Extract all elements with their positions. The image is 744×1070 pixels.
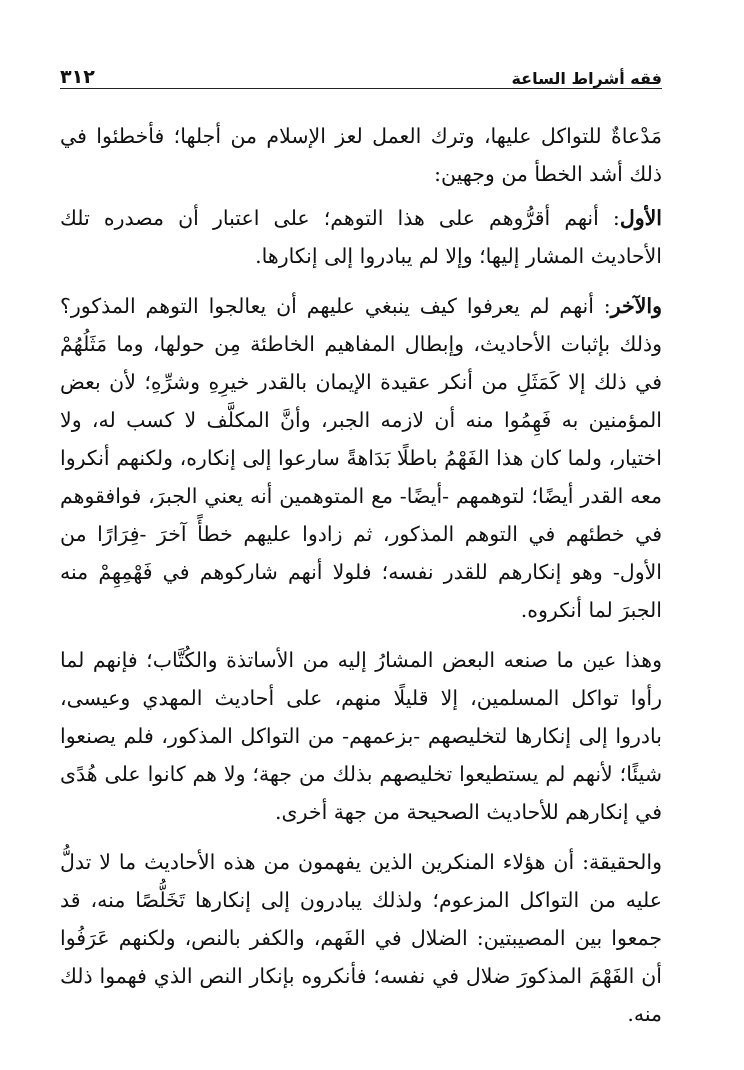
paragraph-4 xyxy=(60,641,662,831)
paragraph-text: مَدْعاةٌ للتواكل عليها، وترك العمل لعز الإسلام من أجلها؛ فأخطئوا في ذلك أشد الخطأ من وجهين: xyxy=(60,124,662,186)
paragraph-2 xyxy=(60,199,662,275)
paragraph-text: والحقيقة: أن هؤلاء المنكرين الذين يفهمون من هذه الأحاديث ما لا تدلُّ عليه من التواكل المزعوم؛ ولذلك يبادرون إلى إنكارها تَخَلُّصًا منه، قد جمعوا بين المصيبتين: الضلال في الفَهم، والكفر بالنص، ولكنهم عَرَفُوا أن الفَهْمَ المذكورَ ضلال في نفسه؛ فأنكروه بإنكار النص الذي فهموا ذلك منه. xyxy=(60,850,662,1026)
paragraph-lead: الأول xyxy=(619,206,662,230)
paragraph-5 xyxy=(60,843,662,1033)
paragraph-lead: والآخر xyxy=(610,294,662,318)
paragraph-3 xyxy=(60,287,662,629)
paragraph-text: : أنهم لم يعرفوا كيف ينبغي عليهم أن يعالجوا التوهم المذكور؟ وذلك بإثبات الأحاديث، وإبطال المفاهيم الخاطئة مِن حولها، وما مَثَلُهُمْ في ذلك إلا كَمَثَلِ من أنكر عقيدة الإيمان بالقدر خيرِهِ وشرِّهِ؛ لأن بعض المؤمنين به فَهِمُوا منه أن لازمه الجبر، وأنَّ المكلَّف لا كسب له، ولا اختيار، ولما كان هذا الفَهْمُ باطلًا بَدَاهةً سارعوا إلى إنكاره، ولكنهم أنكروا معه القدر أيضًا؛ لتوهمهم -أيضًا- مع المتوهمين أنه يعني الجبرَ، فوافقوهم في خطئهم في التوهم المذكور، ثم زادوا عليهم خطأً آخرَ -فِرَارًا من الأول- وهو إنكارهم للقدر نفسه؛ فلولا أنهم شاركوهم في فَهْمِهِمْ منه الجبرَ لما أنكروه. xyxy=(60,294,662,622)
paragraph-text: وهذا عين ما صنعه البعض المشارُ إليه من الأساتذة والكُتَّاب؛ فإنهم لما رأوا تواكل المسلمين، إلا قليلًا منهم، على أحاديث المهدي وعيسى، بادروا إلى إنكارها لتخليصهم -بزعمهم- من التواكل المذكور، فلم يصنعوا شيئًا؛ لأنهم لم يستطيعوا تخليصهم بذلك من جهة؛ ولا هم كانوا على هُدًى في إنكارهم للأحاديث الصحيحة من جهة أخرى. xyxy=(60,648,662,824)
page-number: ٣١٢ xyxy=(60,66,95,88)
paragraph-1 xyxy=(60,117,662,193)
page-body xyxy=(60,117,662,1033)
book-page xyxy=(60,48,662,1045)
paragraph-text: : أنهم أقرُّوهم على هذا التوهم؛ على اعتبار أن مصدره تلك الأحاديث المشار إليها؛ وإلا لم يبادروا إلى إنكارها. xyxy=(60,206,662,268)
header-title: فقه أشراط الساعة xyxy=(511,69,662,88)
running-header xyxy=(60,48,662,89)
